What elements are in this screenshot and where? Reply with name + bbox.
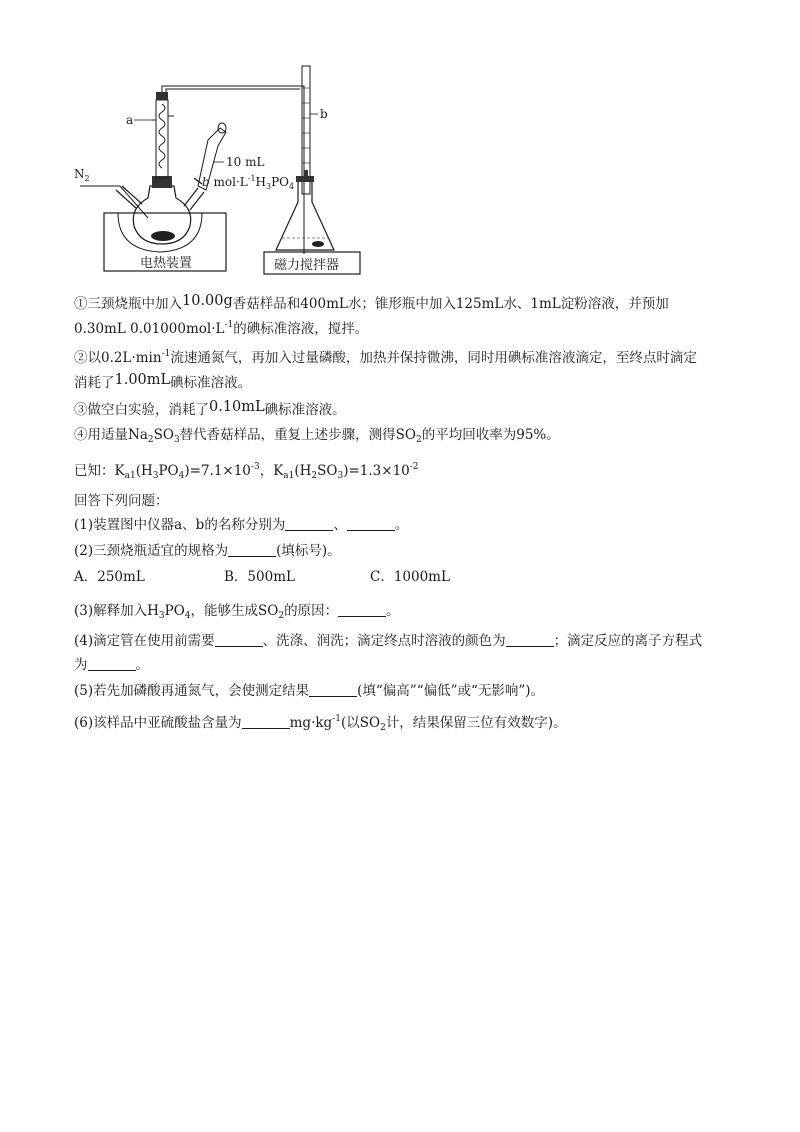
answer-blank-5[interactable] xyxy=(309,682,357,697)
question-3: (3)解释加入$H_3PO_4$，能够生成$SO_2$的原因： 。 xyxy=(74,603,400,621)
question-5: (5)若先加磷酸再通氮气，会使测定结果 (填“偏高”“偏低”或“无影响”)。 xyxy=(74,683,545,699)
question-1: (1)装置图中仪器a、b的名称分别为 、 。 xyxy=(74,517,409,533)
answer-blank-6[interactable] xyxy=(242,714,290,729)
delivery-tube xyxy=(162,86,304,254)
step-2-line-1: ②以$0.2L\cdot\min^{-1}$流速通氮气，再加入过量磷酸，加热并保持微沸，同时用碘标准溶液滴定，至终点时滴定 xyxy=(74,349,697,366)
answer-blank-2[interactable] xyxy=(228,542,276,557)
heater-label: 电热装置 xyxy=(140,256,193,271)
known-constants: 已知：$K_{a1}(H_3PO_4)=7.1\times 10^{-3}$，$K_{a1}(H_2SO_3)=1.3\times 10^{-2}$ xyxy=(74,462,419,481)
option-a[interactable]: A．250mL xyxy=(74,569,145,585)
answer-blank-3[interactable] xyxy=(338,602,386,617)
question-6: (6)该样品中亚硫酸盐含量为 $mg\cdot kg^{-1}$(以$SO_2$计，结果保留三位有效数字)。 xyxy=(74,714,567,733)
step-4-line: ④用适量$Na_2SO_3$替代香菇样品，重复上述步骤，测得$SO_2$的平均回收率为95%。 xyxy=(74,427,560,445)
question-4-line-2: 为 。 xyxy=(74,657,149,673)
sample-in-flask xyxy=(151,231,175,241)
n2-label: $N_2$ xyxy=(74,167,90,183)
reagent-volume: 10 mL xyxy=(226,155,265,169)
option-b[interactable]: B．500mL xyxy=(224,569,295,585)
reagent-concentration: b $mol\cdot L^{-1}H_3PO_4$ xyxy=(202,174,295,191)
label-a: a xyxy=(126,113,134,127)
stirrer-label: 磁力搅拌器 xyxy=(274,258,340,273)
condenser-coil xyxy=(159,104,165,168)
label-b: b xyxy=(320,107,328,121)
answer-blank-1a[interactable] xyxy=(285,516,333,531)
stir-bar xyxy=(312,241,324,247)
option-c[interactable]: C．1000mL xyxy=(370,569,450,585)
question-2: (2)三颈烧瓶适宜的规格为 (填标号)。 xyxy=(74,543,341,559)
question-4-line-1: (4)滴定管在使用前需要 、洗涤、润洗；滴定终点时溶液的颜色为 ；滴定反应的离子方程式 xyxy=(74,633,703,649)
step-2-line-2: 消耗了1.00mL碘标准溶液。 xyxy=(74,372,252,391)
apparatus-diagram xyxy=(70,58,370,280)
answer-blank-4c[interactable] xyxy=(88,656,136,671)
conical-flask xyxy=(276,180,334,250)
step-1-line-2: 0.30mL $0.01000mol\cdot L^{-1}$的碘标准溶液，搅拌。 xyxy=(74,320,369,337)
step-1-line-1: ①三颈烧瓶中加入10.00g香菇样品和400mL水；锥形瓶中加入125mL水、1mL淀粉溶液，并预加 xyxy=(74,293,669,312)
answer-blank-1b[interactable] xyxy=(347,516,395,531)
answer-blank-4a[interactable] xyxy=(215,632,263,647)
step-3-line: ③做空白实验，消耗了0.10mL碘标准溶液。 xyxy=(74,399,346,418)
questions-intro: 回答下列问题： xyxy=(74,493,169,509)
answer-blank-4b[interactable] xyxy=(506,632,554,647)
